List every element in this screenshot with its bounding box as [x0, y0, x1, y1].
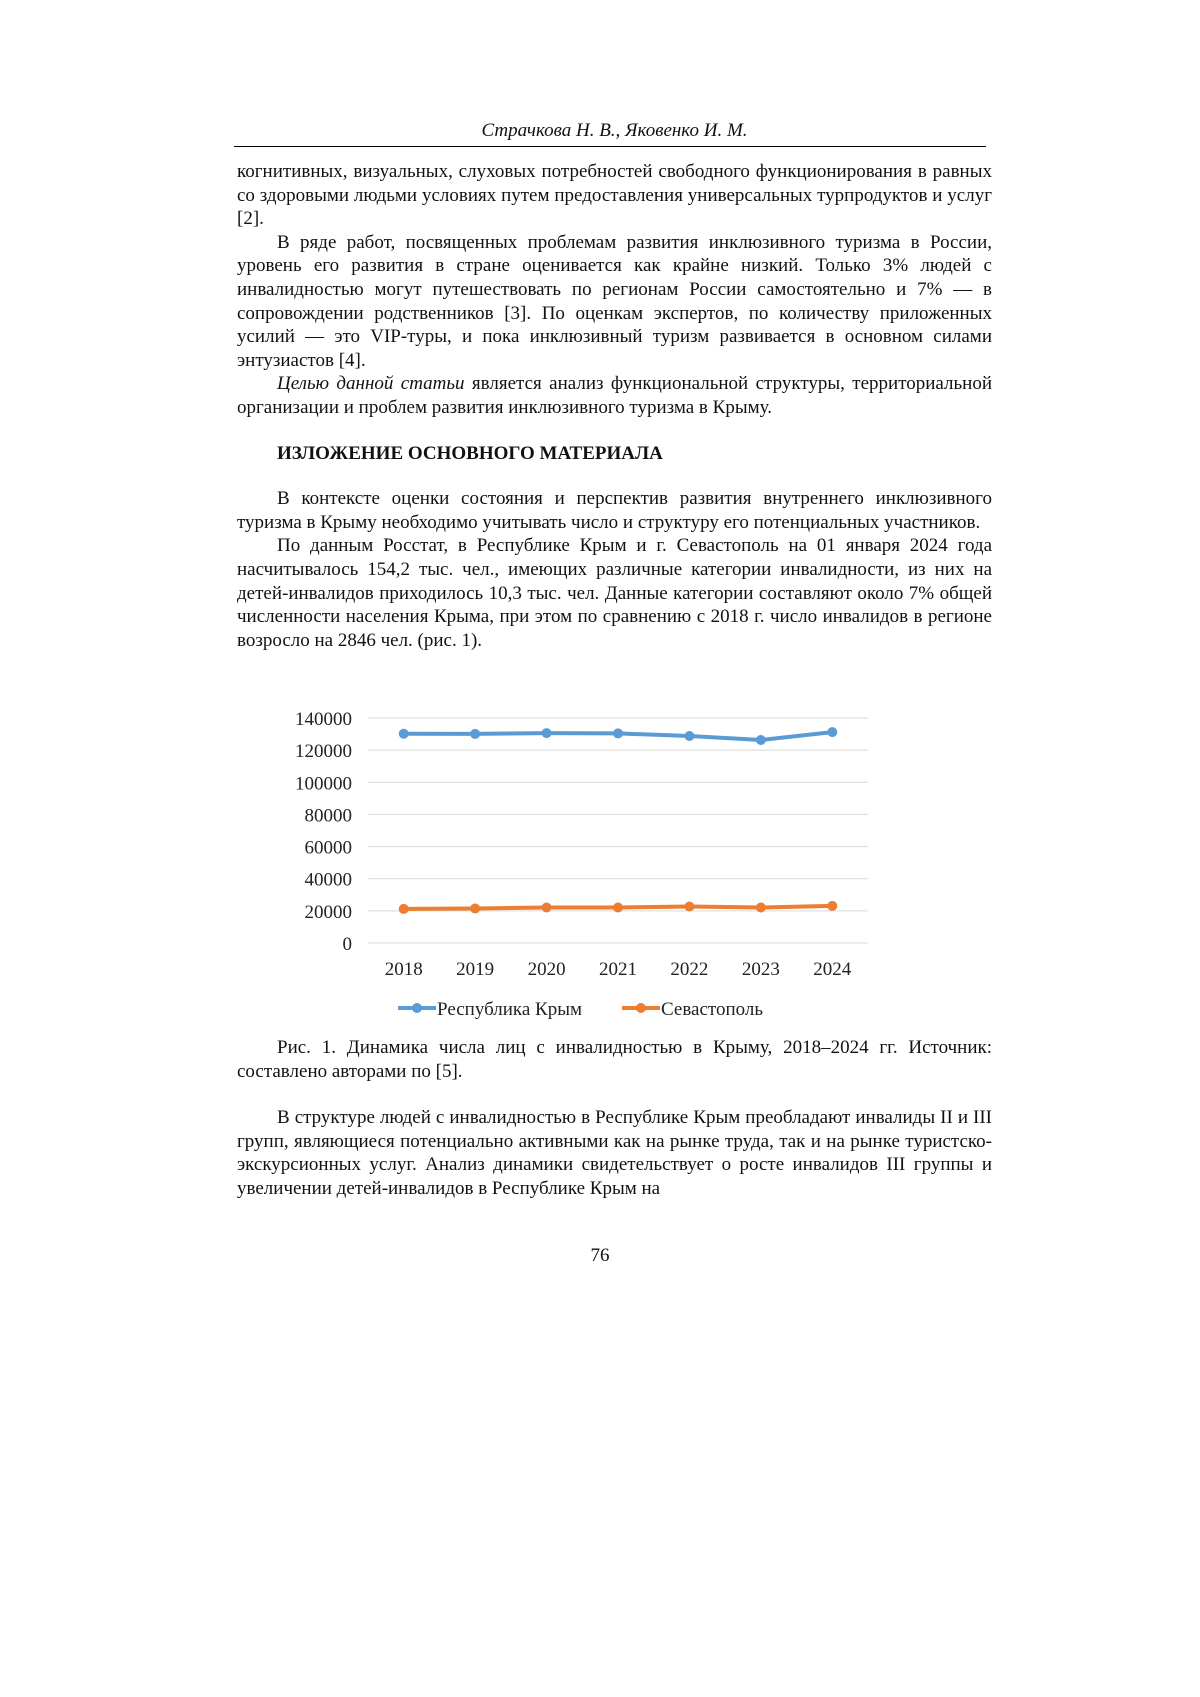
legend-marker — [636, 1003, 646, 1013]
page-number: 76 — [0, 1245, 1200, 1267]
paragraph: В структуре людей с инвалидностью в Республике Крым преобладают инвалиды II и III групп, являющиеся потенциально активными как на рынке труда, так и на рынке туристско-экскурсионных услуг. Анализ динамики свидетельствует о росте инвалидов III группы и увеличении детей-инвалидов в Республике Крым на — [237, 1106, 992, 1200]
legend-label: Севастополь — [661, 999, 763, 1020]
section-heading: ИЗЛОЖЕНИЕ ОСНОВНОГО МАТЕРИАЛА — [237, 442, 992, 466]
paragraph: когнитивных, визуальных, слуховых потребностей свободного функционирования в равных со здоровыми людьми условиях путем предоставления универсальных турпродуктов и услуг [2]. — [237, 160, 992, 231]
text-block-top — [237, 160, 992, 652]
x-tick-label: 2021 — [599, 959, 637, 980]
page — [0, 0, 1200, 1697]
running-header: Страчкова Н. В., Яковенко И. М. — [237, 120, 992, 142]
figure-caption: Рис. 1. Динамика числа лиц с инвалидностью в Крыму, 2018–2024 гг. Источник: составлено авторами по [5]. — [237, 1036, 992, 1083]
paragraph: В контексте оценки состояния и перспектив развития внутреннего инклюзивного туризма в Крыму необходимо учитывать число и структуру его потенциальных участников. — [237, 487, 992, 534]
data-point — [399, 904, 409, 914]
data-point — [684, 902, 694, 912]
data-point — [470, 729, 480, 739]
data-point — [542, 728, 552, 738]
line-chart — [270, 700, 890, 1030]
y-tick-label: 60000 — [305, 838, 353, 859]
y-tick-label: 100000 — [295, 773, 352, 794]
y-tick-label: 120000 — [295, 741, 352, 762]
data-point — [542, 902, 552, 912]
text-block-bottom — [237, 1106, 992, 1200]
legend-marker — [412, 1003, 422, 1013]
data-point — [827, 901, 837, 911]
paragraph: В ряде работ, посвященных проблемам развития инклюзивного туризма в России, уровень его развития в стране оценивается как крайне низкий. Только 3% людей с инвалидностью могут путешествовать по регионам России самостоятельно и 7% — в сопровождении родственников [3]. По оценкам экспертов, по количеству приложенных усилий — это VIP-туры, и пока инклюзивный туризм развивается в основном силами энтузиастов [4]. — [237, 231, 992, 373]
data-point — [684, 731, 694, 741]
y-tick-label: 40000 — [305, 870, 353, 891]
italic-phrase: Целью данной статьи — [277, 373, 465, 394]
y-tick-label: 140000 — [295, 709, 352, 730]
x-tick-label: 2018 — [385, 959, 423, 980]
x-tick-label: 2023 — [742, 959, 780, 980]
header-rule — [234, 146, 986, 147]
y-tick-label: 80000 — [305, 805, 353, 826]
data-point — [827, 727, 837, 737]
paragraph — [237, 372, 992, 419]
data-point — [613, 902, 623, 912]
paragraph: По данным Росстат, в Республике Крым и г. Севастополь на 01 января 2024 года насчитывалось 154,2 тыс. чел., имеющих различные категории инвалидности, из них на детей-инвалидов приходилось 10,3 тыс. чел. Данные категории составляют около 7% общей численности населения Крыма, при этом по сравнению с 2018 г. число инвалидов в регионе возросло на 2846 чел. (рис. 1). — [237, 534, 992, 652]
paragraph-text: является анализ функциональной структуры, территориальной организации и проблем развития инклюзивного туризма в Крыму. — [237, 373, 992, 418]
x-tick-label: 2019 — [456, 959, 494, 980]
y-tick-label: 20000 — [305, 902, 353, 923]
x-tick-label: 2024 — [813, 959, 852, 980]
data-point — [756, 735, 766, 745]
data-point — [613, 728, 623, 738]
x-tick-label: 2022 — [670, 959, 708, 980]
legend-label: Республика Крым — [437, 999, 582, 1020]
y-tick-label: 0 — [343, 934, 353, 955]
data-point — [399, 729, 409, 739]
x-tick-label: 2020 — [528, 959, 566, 980]
data-point — [470, 903, 480, 913]
data-point — [756, 902, 766, 912]
